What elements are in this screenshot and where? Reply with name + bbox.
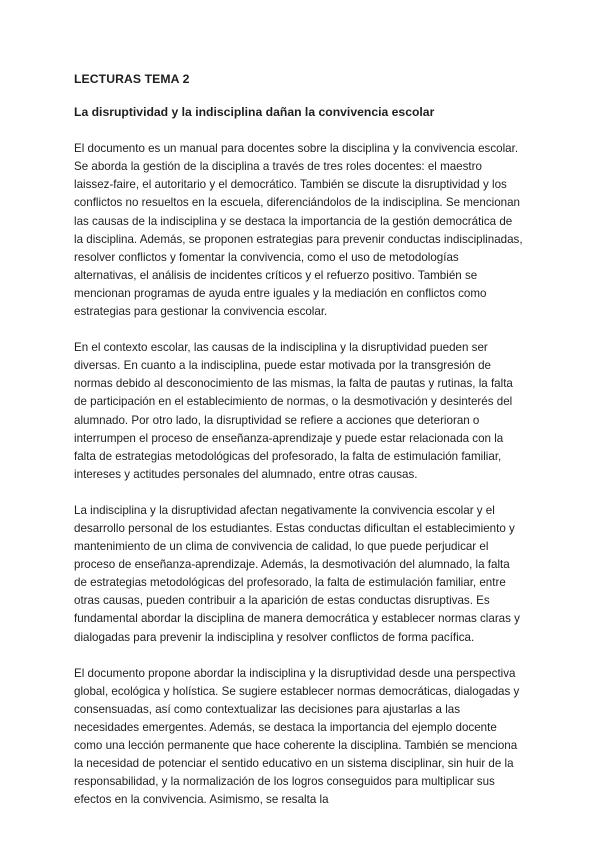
document-body — [74, 70, 524, 827]
paragraph-2: En el contexto escolar, las causas de la indisciplina y la disruptividad pueden ser diversas. En cuanto a la indisciplina, puede estar motivada por la transgresión de normas debido al desconocimiento de las mismas, la falta de pautas y rutinas, la falta de participación en el establecimiento de normas, o la desmotivación y desinterés del alumnado. Por otro lado, la disruptividad se refiere a acciones que deterioran o interrumpen el proceso de enseñanza-aprendizaje y puede estar relacionada con la falta de estrategias metodológicas del profesorado, la falta de estimulación familiar, intereses y actitudes personales del alumnado, entre otras causas. — [74, 341, 513, 481]
paragraph-1: El documento es un manual para docentes sobre la disciplina y la convivencia escolar. Se aborda la gestión de la disciplina a través de tres roles docentes: el maestro laissez-faire, el autoritario y el democrático. También se discute la disruptividad y los conflictos no resueltos en la escuela, diferenciándolos de la indisciplina. Se mencionan las causas de la indisciplina y se destaca la importancia de la gestión democrática de la disciplina. Además, se proponen estrategias para prevenir conductas indisciplinadas, resolver conflictos y fomentar la convivencia, como el uso de metodologías alternativas, el análisis de incidentes críticos y el refuerzo positivo. También se mencionan programas de ayuda entre iguales y la mediación en conflictos como estrategias para gestionar la convivencia escolar. — [74, 142, 523, 319]
paragraph-3: La indisciplina y la disruptividad afectan negativamente la convivencia escolar y el desarrollo personal de los estudiantes. Estas conductas dificultan el establecimiento y mantenimiento de un clima de convivencia de calidad, lo que puede perjudicar el proceso de enseñanza-aprendizaje. Además, la desmotivación del alumnado, la falta de estrategias metodológicas del profesorado, la falta de estimulación familiar, entre otras causas, pueden contribuir a la aparición de estas conductas disruptivas. Es fundamental abordar la disciplina de manera democrática y establecer normas claras y dialogadas para prevenir la indisciplina y resolver conflictos de forma pacífica. — [74, 503, 520, 644]
document-title: LECTURAS TEMA 2 — [74, 72, 190, 86]
document-subtitle: La disruptividad y la indisciplina dañan la convivencia escolar — [74, 105, 435, 120]
paragraph-4: El documento propone abordar la indisciplina y la disruptividad desde una perspectiva global, ecológica y holística. Se sugiere establecer normas democráticas, dialogadas y consensuadas, así como contextualizar las decisiones para ajustarlas a las necesidades emergentes. Además, se destaca la importancia del ejemplo docente como una lección permanente que hace coherente la disciplina. También se menciona la necesidad de potenciar el sentido educativo en un sistema disciplinar, sin huir de la responsabilidad, y la normalización de los logros conseguidos para multiplicar sus efectos en la convivencia. Asimismo, se resalta la — [74, 666, 520, 807]
